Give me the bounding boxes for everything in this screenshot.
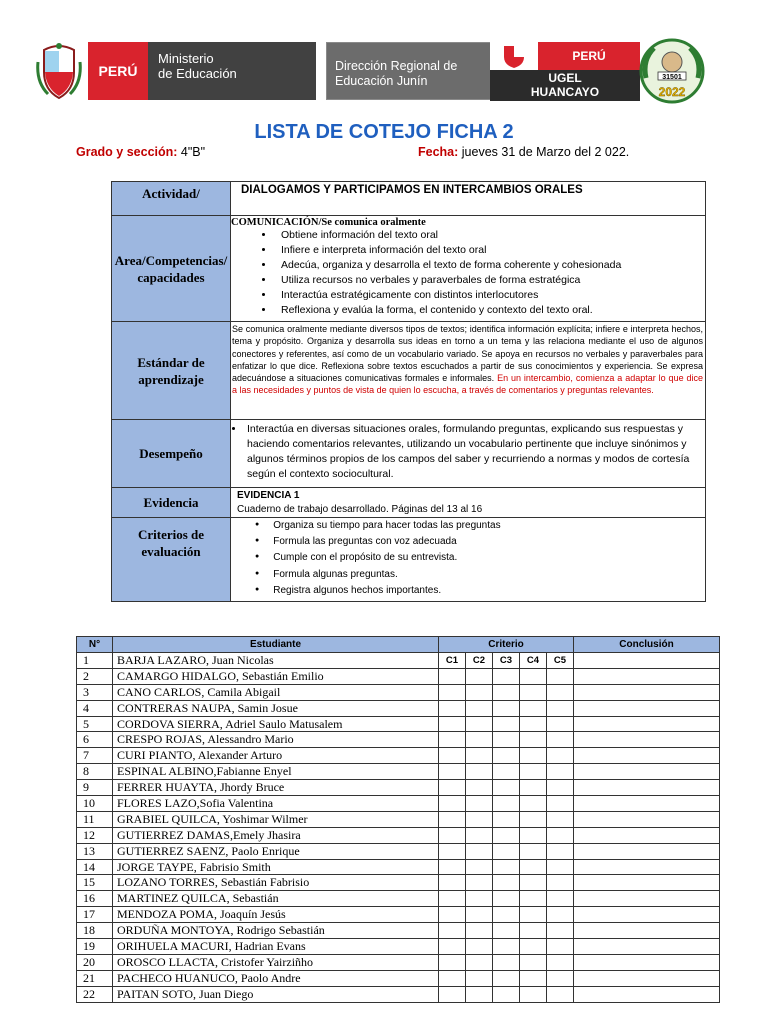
criteria-cell xyxy=(493,700,520,716)
table-row xyxy=(77,748,720,764)
criteria-cell xyxy=(493,843,520,859)
student-name: ORDUÑA MONTOYA, Rodrigo Sebastián xyxy=(113,923,439,939)
criteria-cell xyxy=(466,796,493,812)
criteria-cell xyxy=(439,827,466,843)
criteria-column-header: C1 xyxy=(439,653,466,669)
table-row xyxy=(77,907,720,923)
criteria-cell xyxy=(439,796,466,812)
table-row xyxy=(77,827,720,843)
criteria-cell xyxy=(493,891,520,907)
table-row xyxy=(77,954,720,970)
criteria-cell xyxy=(547,780,574,796)
criteria-cell xyxy=(439,907,466,923)
criteria-cell xyxy=(493,827,520,843)
header-criterio: Criterio xyxy=(439,637,574,653)
criteria-cell xyxy=(466,780,493,796)
criteria-cell xyxy=(439,986,466,1002)
fecha-value: jueves 31 de Marzo del 2 022. xyxy=(461,145,630,159)
criteria-cell xyxy=(520,764,547,780)
criteria-cell xyxy=(520,668,547,684)
table-row xyxy=(77,939,720,955)
students-table xyxy=(76,636,720,1003)
criteria-cell xyxy=(520,732,547,748)
criteria-cell xyxy=(439,732,466,748)
criteria-cell xyxy=(547,954,574,970)
minedu-logo xyxy=(88,42,316,100)
row-number: 1 xyxy=(77,653,113,669)
table-row xyxy=(77,875,720,891)
criteria-cell xyxy=(547,859,574,875)
ugel-logo xyxy=(490,42,640,100)
row-number: 8 xyxy=(77,764,113,780)
criteria-cell xyxy=(520,716,547,732)
row-number: 12 xyxy=(77,827,113,843)
table-row xyxy=(77,700,720,716)
criteria-cell xyxy=(547,748,574,764)
criteria-cell xyxy=(439,843,466,859)
desempeno-list xyxy=(231,422,705,482)
list-item: ● Formula las preguntas con voz adecuada xyxy=(275,534,705,550)
row-number: 6 xyxy=(77,732,113,748)
estandar-body: Se comunica oralmente mediante diversos tipos de textos; identifica información explícita; infiere e interpreta hechos, tema y propósito. Organiza y desarrolla sus ideas en torno a un tema y las relaciona mediante el uso de algunos conectores y referentes, así como de un vocabulario variado. Se apoya en recursos no verbales y paraverbales para enfatizar lo que dice. Reflexiona sobre textos escuchados a partir de sus conocimientos y experiencia. Se expresa adecuándose a situaciones comunicativas formales e informales. xyxy=(232,324,703,384)
estandar-label: Estándar de aprendizaje xyxy=(112,322,231,420)
row-number: 22 xyxy=(77,986,113,1002)
header-num: N° xyxy=(77,637,113,653)
criteria-cell xyxy=(547,891,574,907)
criteria-cell xyxy=(466,843,493,859)
desempeno-text: • Interactúa en diversas situaciones orales, formulando preguntas, explicando sus respuestas y haciendo comentarios relevantes, utilizando un vocabulario pertinente que incluye sinónimos y algunos términos propios de los campos del saber y recurriendo a normas y modos de cortesía según el contexto sociocultural. xyxy=(245,422,701,482)
criteria-cell xyxy=(493,764,520,780)
criteria-cell xyxy=(439,684,466,700)
criterios-label: Criterios de evaluación xyxy=(112,518,231,602)
conclusion-cell xyxy=(574,970,720,986)
student-name: BARJA LAZARO, Juan Nicolas xyxy=(113,653,439,669)
criteria-cell xyxy=(439,748,466,764)
row-number: 15 xyxy=(77,875,113,891)
dre-logo xyxy=(326,42,494,100)
table-row xyxy=(77,811,720,827)
criteria-cell xyxy=(547,986,574,1002)
criteria-cell xyxy=(439,764,466,780)
criteria-cell xyxy=(547,827,574,843)
badge-number: 31501 xyxy=(662,74,682,81)
conclusion-cell xyxy=(574,716,720,732)
evidencia-text: Cuaderno de trabajo desarrollado. Páginas del 13 al 16 xyxy=(237,504,483,515)
criteria-cell xyxy=(493,986,520,1002)
table-row xyxy=(77,859,720,875)
fecha xyxy=(418,145,629,159)
criteria-cell xyxy=(520,827,547,843)
grado-seccion xyxy=(76,145,205,159)
grado-label: Grado y sección: xyxy=(76,145,178,159)
ugel-shield-icon xyxy=(490,42,538,70)
criteria-cell xyxy=(493,939,520,955)
criteria-cell xyxy=(547,684,574,700)
criteria-cell xyxy=(466,875,493,891)
ugel-line2: HUANCAYO xyxy=(530,85,600,99)
student-name: CORDOVA SIERRA, Adriel Saulo Matusalem xyxy=(113,716,439,732)
criteria-cell xyxy=(493,716,520,732)
table-row xyxy=(77,684,720,700)
row-number: 5 xyxy=(77,716,113,732)
list-item: • Adecúa, organiza y desarrolla el texto de forma coherente y cohesionada xyxy=(275,258,705,273)
row-number: 10 xyxy=(77,796,113,812)
criteria-cell xyxy=(520,875,547,891)
list-item: ● Registra algunos hechos importantes. xyxy=(275,583,705,599)
ministerio-line2: de Educación xyxy=(158,66,237,81)
criteria-cell xyxy=(493,668,520,684)
actividad-label: Actividad/ xyxy=(112,182,231,216)
criteria-cell xyxy=(547,811,574,827)
conclusion-cell xyxy=(574,764,720,780)
criteria-cell xyxy=(520,939,547,955)
criteria-cell xyxy=(520,907,547,923)
table-row xyxy=(77,780,720,796)
capacidades-list xyxy=(231,228,705,318)
student-name: JORGE TAYPE, Fabrisio Smith xyxy=(113,859,439,875)
area-label: Area/Competencias/ capacidades xyxy=(112,216,231,322)
criteria-cell xyxy=(466,923,493,939)
criteria-cell xyxy=(466,764,493,780)
criteria-cell xyxy=(439,970,466,986)
criteria-column-header: C3 xyxy=(493,653,520,669)
table-row xyxy=(77,891,720,907)
estandar-text xyxy=(231,322,705,398)
dre-line2: Educación Junín xyxy=(335,74,428,88)
table-row xyxy=(77,668,720,684)
conclusion-cell xyxy=(574,732,720,748)
criteria-cell xyxy=(466,684,493,700)
peru-label: PERÚ xyxy=(88,42,148,100)
row-number: 17 xyxy=(77,907,113,923)
criteria-cell xyxy=(547,875,574,891)
criteria-cell xyxy=(439,700,466,716)
table-row xyxy=(77,986,720,1002)
list-item: • Infiere e interpreta información del texto oral xyxy=(275,243,705,258)
criteria-cell xyxy=(466,827,493,843)
criteria-cell xyxy=(466,668,493,684)
header-conclusion: Conclusión xyxy=(574,637,720,653)
criteria-cell xyxy=(466,970,493,986)
list-item: • Utiliza recursos no verbales y paraverbales de forma estratégica xyxy=(275,273,705,288)
student-name: PACHECO HUANUCO, Paolo Andre xyxy=(113,970,439,986)
table-row xyxy=(77,764,720,780)
criteria-cell xyxy=(466,732,493,748)
criteria-cell xyxy=(493,811,520,827)
criteria-cell xyxy=(439,954,466,970)
evidencia-label: Evidencia xyxy=(112,488,231,518)
criteria-cell xyxy=(493,780,520,796)
row-number: 7 xyxy=(77,748,113,764)
actividad-value: DIALOGAMOS Y PARTICIPAMOS EN INTERCAMBIOS ORALES xyxy=(241,184,583,196)
conclusion-cell xyxy=(574,684,720,700)
criteria-cell xyxy=(466,811,493,827)
student-name: CONTRERAS NAUPA, Samin Josue xyxy=(113,700,439,716)
list-item: • Interactúa estratégicamente con distintos interlocutores xyxy=(275,288,705,303)
ugel-peru-label: PERÚ xyxy=(538,42,640,70)
conclusion-cell xyxy=(574,668,720,684)
conclusion-cell xyxy=(574,653,720,669)
criteria-cell xyxy=(439,780,466,796)
criteria-cell xyxy=(439,923,466,939)
criteria-cell xyxy=(547,764,574,780)
criterios-list xyxy=(231,518,705,599)
conclusion-cell xyxy=(574,796,720,812)
criteria-cell xyxy=(520,859,547,875)
document-title: LISTA DE COTEJO FICHA 2 xyxy=(254,121,514,143)
row-number: 4 xyxy=(77,700,113,716)
student-name: ESPINAL ALBINO,Fabianne Enyel xyxy=(113,764,439,780)
criteria-cell xyxy=(439,859,466,875)
criteria-cell xyxy=(439,811,466,827)
desempeno-label: Desempeño xyxy=(112,420,231,488)
list-item: • Obtiene información del texto oral xyxy=(275,228,705,243)
row-number: 9 xyxy=(77,780,113,796)
criteria-cell xyxy=(493,684,520,700)
criteria-cell xyxy=(466,986,493,1002)
school-badge-icon xyxy=(638,38,706,104)
row-number: 14 xyxy=(77,859,113,875)
row-number: 21 xyxy=(77,970,113,986)
table-row xyxy=(77,796,720,812)
criteria-cell xyxy=(520,796,547,812)
header-logos xyxy=(30,36,740,106)
list-item: ● Cumple con el propósito de su entrevista. xyxy=(275,550,705,566)
criteria-column-header: C5 xyxy=(547,653,574,669)
criteria-cell xyxy=(547,923,574,939)
student-name: CANO CARLOS, Camila Abigail xyxy=(113,684,439,700)
conclusion-cell xyxy=(574,843,720,859)
conclusion-cell xyxy=(574,827,720,843)
criteria-cell xyxy=(439,891,466,907)
ugel-line1: UGEL xyxy=(548,71,582,85)
conclusion-cell xyxy=(574,859,720,875)
conclusion-cell xyxy=(574,700,720,716)
info-table xyxy=(111,181,706,602)
criteria-cell xyxy=(466,939,493,955)
table-row xyxy=(77,732,720,748)
criteria-cell xyxy=(547,716,574,732)
criteria-cell xyxy=(520,811,547,827)
criteria-cell xyxy=(547,668,574,684)
conclusion-cell xyxy=(574,954,720,970)
criteria-cell xyxy=(520,843,547,859)
conclusion-cell xyxy=(574,939,720,955)
criteria-cell xyxy=(439,668,466,684)
criteria-cell xyxy=(547,907,574,923)
conclusion-cell xyxy=(574,780,720,796)
list-item: ● Organiza su tiempo para hacer todas las preguntas xyxy=(275,518,705,534)
student-name: CAMARGO HIDALGO, Sebastián Emilio xyxy=(113,668,439,684)
student-name: MENDOZA POMA, Joaquín Jesús xyxy=(113,907,439,923)
estandar-red: En un intercambio, comienza a adaptar lo que dice a las necesidades y puntos de vista de quien lo escucha, a través de comentarios y preguntas relevantes. xyxy=(232,373,704,396)
criteria-cell xyxy=(547,732,574,748)
row-number: 11 xyxy=(77,811,113,827)
conclusion-cell xyxy=(574,891,720,907)
criteria-cell xyxy=(520,986,547,1002)
criteria-cell xyxy=(547,939,574,955)
criteria-cell xyxy=(466,891,493,907)
row-number: 2 xyxy=(77,668,113,684)
criteria-cell xyxy=(520,891,547,907)
criteria-cell xyxy=(493,859,520,875)
table-row xyxy=(77,843,720,859)
peru-coat-of-arms-icon xyxy=(36,42,82,100)
student-name: LOZANO TORRES, Sebastián Fabrisio xyxy=(113,875,439,891)
criteria-cell xyxy=(493,923,520,939)
fecha-label: Fecha: xyxy=(418,145,459,159)
criteria-cell xyxy=(547,843,574,859)
conclusion-cell xyxy=(574,875,720,891)
conclusion-cell xyxy=(574,907,720,923)
criteria-cell xyxy=(547,970,574,986)
conclusion-cell xyxy=(574,748,720,764)
criteria-cell xyxy=(493,970,520,986)
criteria-cell xyxy=(493,748,520,764)
criteria-cell xyxy=(439,875,466,891)
criteria-cell xyxy=(520,684,547,700)
badge-year: 2022 xyxy=(658,85,686,99)
criteria-cell xyxy=(493,796,520,812)
criteria-cell xyxy=(493,954,520,970)
conclusion-cell xyxy=(574,811,720,827)
list-item: • Reflexiona y evalúa la forma, el contenido y contexto del texto oral. xyxy=(275,303,705,318)
criteria-cell xyxy=(520,748,547,764)
criteria-cell xyxy=(520,700,547,716)
criteria-cell xyxy=(520,923,547,939)
row-number: 19 xyxy=(77,939,113,955)
table-row xyxy=(77,653,720,669)
conclusion-cell xyxy=(574,986,720,1002)
student-name: CRESPO ROJAS, Alessandro Mario xyxy=(113,732,439,748)
student-name: GUTIERREZ DAMAS,Emely Jhasira xyxy=(113,827,439,843)
grado-value: 4"B" xyxy=(180,145,206,159)
student-name: FERRER HUAYTA, Jhordy Bruce xyxy=(113,780,439,796)
criteria-column-header: C2 xyxy=(466,653,493,669)
criteria-cell xyxy=(466,907,493,923)
criteria-cell xyxy=(520,970,547,986)
criteria-cell xyxy=(466,954,493,970)
table-row xyxy=(77,923,720,939)
ministerio-line1: Ministerio xyxy=(158,51,214,66)
criteria-cell xyxy=(520,954,547,970)
evidencia-title: EVIDENCIA 1 xyxy=(237,490,300,501)
dre-line1: Dirección Regional de xyxy=(335,59,458,73)
student-name: PAITAN SOTO, Juan Diego xyxy=(113,986,439,1002)
row-number: 13 xyxy=(77,843,113,859)
criteria-column-header: C4 xyxy=(520,653,547,669)
area-head: COMUNICACIÓN/Se comunica oralmente xyxy=(231,217,426,228)
student-name: CURI PIANTO, Alexander Arturo xyxy=(113,748,439,764)
student-name: GUTIERREZ SAENZ, Paolo Enrique xyxy=(113,843,439,859)
student-name: FLORES LAZO,Sofia Valentina xyxy=(113,796,439,812)
criteria-cell xyxy=(439,716,466,732)
criteria-cell xyxy=(466,700,493,716)
criteria-cell xyxy=(493,875,520,891)
table-row xyxy=(77,970,720,986)
criteria-cell xyxy=(439,939,466,955)
row-number: 3 xyxy=(77,684,113,700)
row-number: 20 xyxy=(77,954,113,970)
conclusion-cell xyxy=(574,923,720,939)
student-name: ORIHUELA MACURI, Hadrian Evans xyxy=(113,939,439,955)
list-item: ● Formula algunas preguntas. xyxy=(275,567,705,583)
criteria-cell xyxy=(493,907,520,923)
student-name: OROSCO LLACTA, Cristofer Yairziñho xyxy=(113,954,439,970)
criteria-cell xyxy=(466,859,493,875)
criteria-cell xyxy=(466,748,493,764)
criteria-cell xyxy=(547,700,574,716)
criteria-cell xyxy=(520,780,547,796)
criteria-cell xyxy=(493,732,520,748)
table-row xyxy=(77,716,720,732)
row-number: 16 xyxy=(77,891,113,907)
row-number: 18 xyxy=(77,923,113,939)
criteria-cell xyxy=(466,716,493,732)
criteria-cell xyxy=(547,796,574,812)
header-student: Estudiante xyxy=(113,637,439,653)
student-name: MARTINEZ QUILCA, Sebastián xyxy=(113,891,439,907)
student-name: GRABIEL QUILCA, Yoshimar Wilmer xyxy=(113,811,439,827)
